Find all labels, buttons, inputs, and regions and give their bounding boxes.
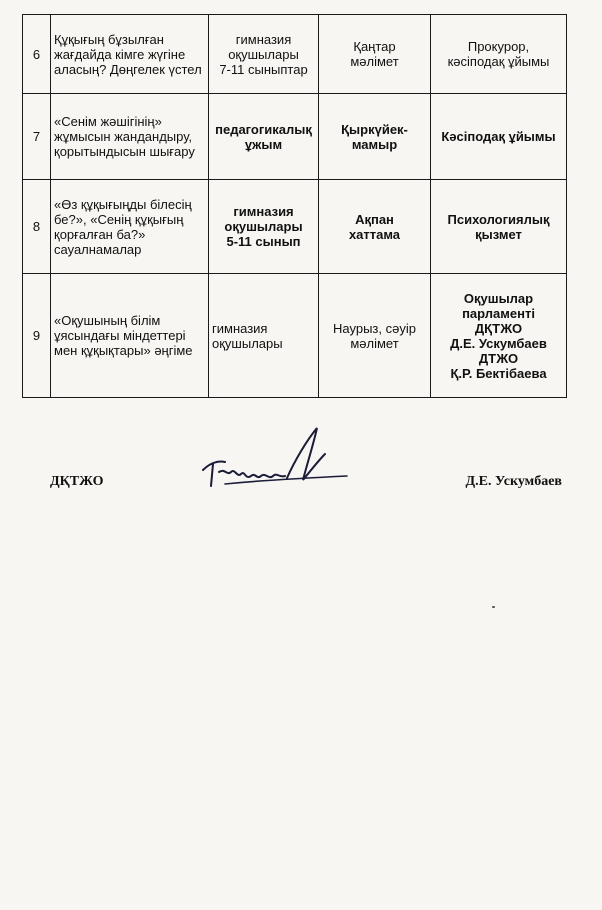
row-number: 8 xyxy=(23,180,51,274)
row-number: 6 xyxy=(23,15,51,94)
participants-cell: гимназия оқушылары 7-11 сыныптар xyxy=(209,15,319,94)
participants-cell: гимназия оқушылары xyxy=(209,274,319,398)
table-row xyxy=(23,15,567,94)
row-number: 7 xyxy=(23,94,51,180)
responsible-cell: Прокурор, кәсіподақ ұйымы xyxy=(431,15,567,94)
signatory-position: ДҚТЖО xyxy=(50,474,104,489)
table-row xyxy=(23,94,567,180)
event-cell: «Сенім жәшігінің» жұмысын жандандыру, қорытындысын шығару xyxy=(51,94,209,180)
signatory-name: Д.Е. Ускумбаев xyxy=(465,474,562,489)
table-row xyxy=(23,274,567,398)
participants-cell: педагогикалық ұжым xyxy=(209,94,319,180)
timing-cell: Қыркүйек- мамыр xyxy=(319,94,431,180)
table-row xyxy=(23,180,567,274)
event-cell: «Өз құқығыңды білесің бе?», «Сенің құқығың қорғалған ба?» сауалнамалар xyxy=(51,180,209,274)
handwritten-signature xyxy=(195,420,355,500)
timing-cell: Қаңтар мәлімет xyxy=(319,15,431,94)
event-cell: «Оқушының білім ұясындағы міндеттері мен құқықтары» әңгіме xyxy=(51,274,209,398)
responsible-cell: Оқушылар парламенті ДҚТЖО Д.Е. Ускумбаев ДТЖО Қ.Р. Бектібаева xyxy=(431,274,567,398)
timing-cell: Ақпан хаттама xyxy=(319,180,431,274)
paper-speck xyxy=(492,606,495,608)
events-table xyxy=(22,14,567,398)
participants-cell: гимназия оқушылары 5-11 сынып xyxy=(209,180,319,274)
event-cell: Құқығың бұзылған жағдайда кімге жүгіне аласың? Дөңгелек үстел xyxy=(51,15,209,94)
row-number: 9 xyxy=(23,274,51,398)
responsible-cell: Психологиялық қызмет xyxy=(431,180,567,274)
timing-cell: Наурыз, сәуір мәлімет xyxy=(319,274,431,398)
responsible-cell: Кәсіподақ ұйымы xyxy=(431,94,567,180)
